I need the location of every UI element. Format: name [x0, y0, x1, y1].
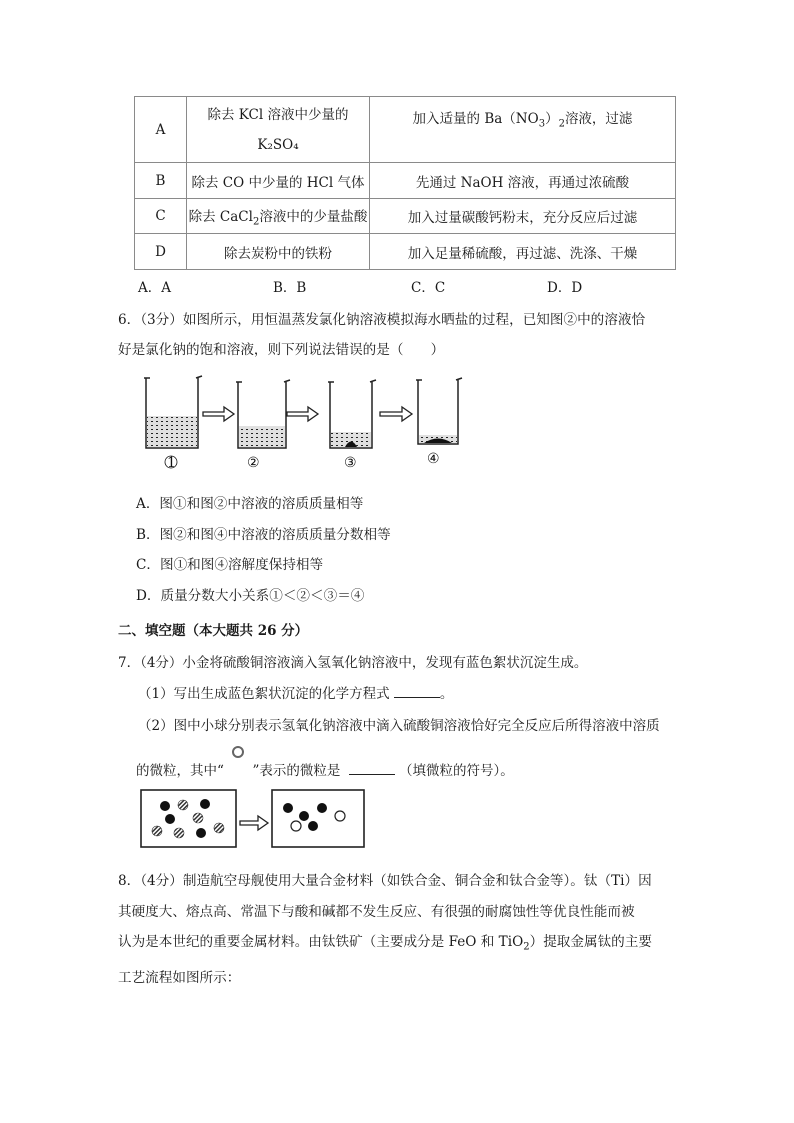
question-text: 6．（3分）如图所示，用恒温蒸发氯化钠溶液模拟海水晒盐的过程，已知图②中的溶液恰 [118, 312, 646, 328]
row-label: B [135, 163, 187, 199]
question-text: 。 [439, 686, 454, 702]
question-7-part-2-cont [136, 759, 514, 779]
before-box [141, 790, 236, 847]
answer-choice[interactable]: A．A [138, 280, 171, 296]
beaker-2 [236, 380, 290, 448]
method-cell: 加入过量碳酸钙粉末，充分反应后过滤 [370, 199, 676, 234]
hollow-ball-icon [228, 745, 248, 759]
arrow-2 [287, 407, 318, 421]
arrow [240, 816, 268, 830]
answer-blank[interactable] [349, 763, 395, 775]
method-sub: 3 [538, 118, 546, 130]
question-7-part-1 [138, 682, 453, 702]
arrow-3 [380, 407, 412, 421]
question-6-stem [118, 305, 683, 365]
method-text: 加入适量的 Ba（NO [412, 111, 539, 127]
beaker-evaporation-figure [140, 372, 470, 472]
question-8-stem [118, 866, 683, 994]
beaker-label-1: 1 [167, 455, 176, 471]
section-heading: 二、填空题（本大题共 26 分） [118, 623, 309, 639]
option-b[interactable]: B．图②和图④中溶液的溶质质量分数相等 [136, 526, 391, 543]
answer-choice[interactable]: C．C [411, 280, 446, 296]
beaker-label-3: ③ [344, 455, 357, 471]
question-7-stem: 7．（4分）小金将硫酸铜溶液滴入氢氧化钠溶液中，发现有蓝色絮状沉淀生成。 [118, 655, 588, 671]
purpose-text: 除去 CaCl [188, 208, 253, 225]
table-row [135, 97, 676, 163]
question-text: 其硬度大、熔点高、常温下与酸和碱都不发生反应、有很强的耐腐蚀性等优良性能而被 [118, 903, 635, 920]
beaker-label-2: ② [247, 455, 260, 471]
question-6-options [136, 489, 701, 611]
option-d[interactable]: D．质量分数大小关系①＜②＜③＝④ [136, 587, 365, 604]
method-text-c: 溶液，过滤 [564, 111, 633, 127]
purpose-cell [187, 199, 370, 234]
question-text-a: 认为是本世纪的重要金属材料。由钛铁矿（主要成分是 FeO 和 TiO [118, 934, 524, 950]
option-a[interactable]: A．图①和图②中溶液的溶质质量相等 [136, 496, 364, 512]
purpose-text-b: 溶液中的少量盐酸 [259, 208, 368, 225]
beaker-4 [416, 378, 462, 444]
question-text-b: ）提取金属钛的主要 [529, 934, 652, 950]
question-7-part-2: （2）图中小球分别表示氢氧化钠溶液中滴入硫酸铜溶液恰好完全反应后所得溶液中溶质 [138, 718, 660, 734]
purpose-cell: 除去 CO 中少量的 HCl 气体 [187, 163, 370, 199]
answer-blank[interactable] [394, 686, 440, 698]
subscript: 2 [523, 941, 530, 953]
purpose-text-2: K₂SO₄ [257, 136, 299, 153]
question-text: 的微粒，其中“ [136, 763, 224, 779]
question-text: 工艺流程如图所示： [118, 970, 241, 987]
answer-choice[interactable]: B．B [273, 280, 307, 296]
question-text [118, 927, 683, 963]
particle-reaction-figure [140, 788, 366, 850]
arrow-1 [203, 407, 234, 421]
question-text: 8．（4分）制造航空母舰使用大量合金材料（如铁合金、铜合金和钛合金等）。钛（Ti）因 [118, 873, 652, 889]
question-text: （1）写出生成蓝色絮状沉淀的化学方程式 [138, 686, 390, 702]
question-text: ”表示的微粒是 [252, 763, 341, 779]
option-c[interactable]: C．图①和图④溶解度保持相等 [136, 557, 324, 573]
method-cell: 加入足量稀硫酸，再过滤、洗涤、干燥 [370, 234, 676, 270]
method-cell [370, 97, 676, 163]
table-row [135, 234, 676, 270]
question-text: （填微粒的符号）。 [399, 763, 514, 779]
row-label: C [135, 199, 187, 234]
table-row [135, 199, 676, 234]
after-box [272, 790, 364, 847]
purpose-text: 除去 KCl 溶液中少量的 [207, 106, 349, 123]
table-row [135, 163, 676, 199]
answer-choice[interactable]: D．D [547, 280, 583, 296]
method-text-b: ） [545, 111, 559, 127]
row-label: D [135, 234, 187, 270]
beaker-label-4: ④ [427, 451, 440, 467]
question-text: 好是氯化钠的饱和溶液，则下列说法错误的是（ ） [118, 342, 445, 358]
beaker-3 [328, 380, 376, 448]
beaker-1 [144, 376, 202, 448]
purpose-sub: 2 [252, 216, 260, 228]
method-sub2: 2 [558, 118, 565, 130]
options-table [134, 96, 676, 270]
row-label: A [135, 97, 187, 163]
purpose-cell: 除去炭粉中的铁粉 [187, 234, 370, 270]
purpose-cell [187, 97, 370, 163]
method-cell: 先通过 NaOH 溶液，再通过浓硫酸 [370, 163, 676, 199]
